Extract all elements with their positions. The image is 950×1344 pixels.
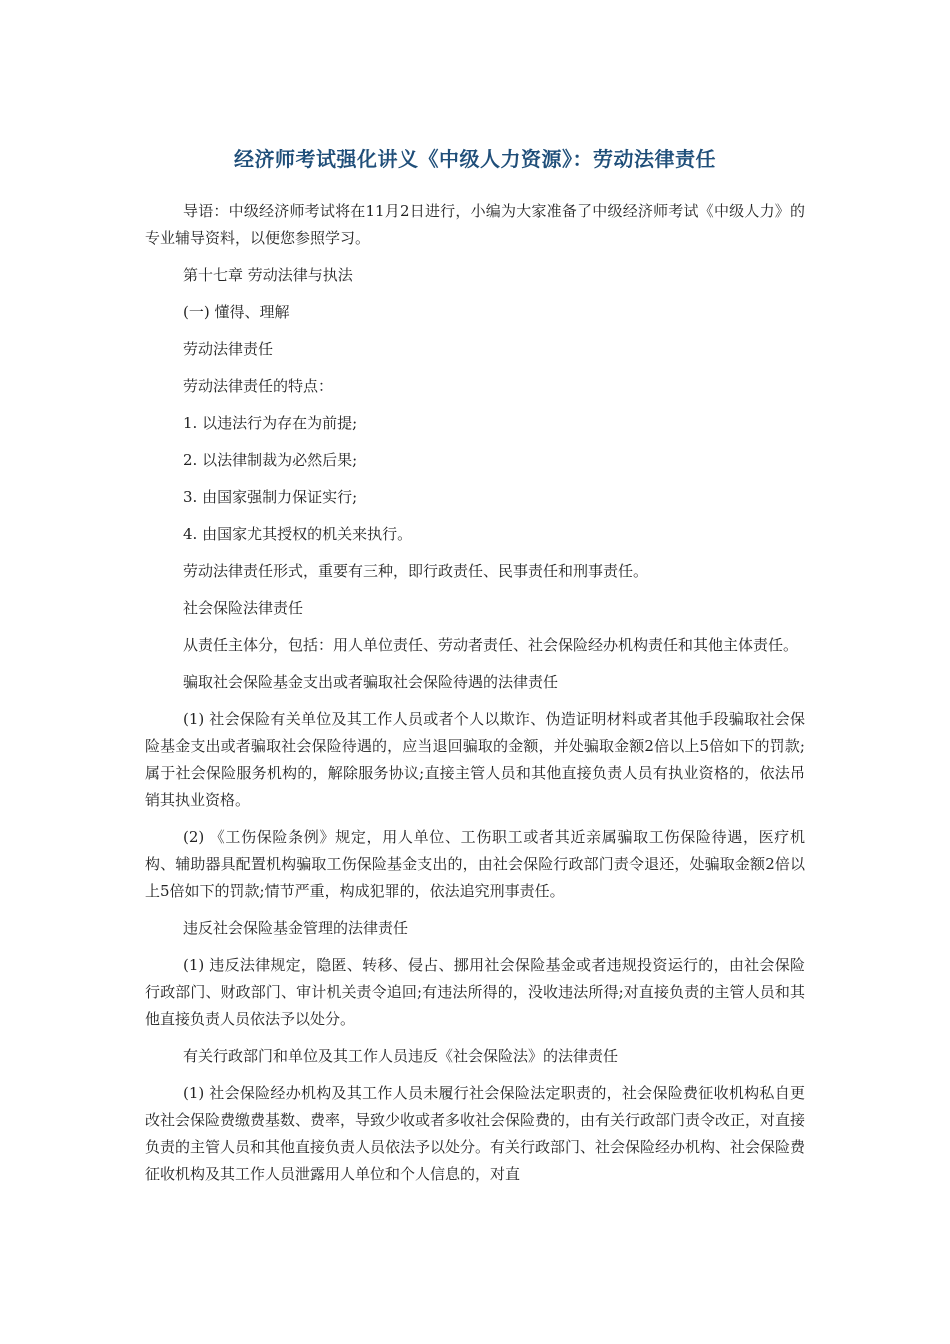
paragraph-body: (1) 违反法律规定，隐匿、转移、侵占、挪用社会保险基金或者违规投资运行的，由社会保险行政部门、财政部门、审计机关责令追回;有违法所得的，没收违法所得;对直接负责的主管人员和其他直接负责人员依法予以处分。: [145, 956, 805, 1028]
paragraph-body: (2) 《工伤保险条例》规定，用人单位、工伤职工或者其近亲属骗取工伤保险待遇，医疗机构、辅助器具配置机构骗取工伤保险基金支出的，由社会保险行政部门责令退还，处骗取金额2倍以上5倍如下的罚款;情节严重，构成犯罪的，依法追究刑事责任。: [145, 828, 805, 900]
paragraph-body: (1) 社会保险有关单位及其工作人员或者个人以欺诈、伪造证明材料或者其他手段骗取社会保险基金支出或者骗取社会保险待遇的，应当退回骗取的金额，并处骗取金额2倍以上5倍如下的罚款;属于社会保险服务机构的，解除服务协议;直接主管人员和其他直接负责人员有执业资格的，依法吊销其执业资格。: [145, 710, 805, 809]
document-body: [145, 198, 805, 1188]
list-item: 4. 由国家尤其授权的机关来执行。: [183, 525, 413, 543]
paragraph-subheading: 社会保险法律责任: [183, 599, 304, 617]
paragraph-subheading: 骗取社会保险基金支出或者骗取社会保险待遇的法律责任: [183, 673, 559, 691]
paragraph-subheading: 违反社会保险基金管理的法律责任: [183, 919, 409, 937]
paragraph-subheading: 劳动法律责任: [183, 340, 274, 358]
paragraph-forms: 劳动法律责任形式，重要有三种，即行政责任、民事责任和刑事责任。: [183, 562, 649, 580]
list-item: 1. 以违法行为存在为前提;: [183, 414, 358, 432]
paragraph-intro: 导语：中级经济师考试将在11月2日进行，小编为大家准备了中级经济师考试《中级人力》的专业辅导资料，以便您参照学习。: [145, 202, 805, 247]
paragraph-chapter-heading: 第十七章 劳动法律与执法: [183, 266, 353, 284]
paragraph-section-heading: (一) 懂得、理解: [183, 303, 290, 321]
paragraph-subheading: 有关行政部门和单位及其工作人员违反《社会保险法》的法律责任: [183, 1047, 619, 1065]
list-item: 3. 由国家强制力保证实行;: [183, 488, 358, 506]
paragraph-features-heading: 劳动法律责任的特点：: [183, 377, 334, 395]
paragraph-body: (1) 社会保险经办机构及其工作人员未履行社会保险法定职责的，社会保险费征收机构私自更改社会保险费缴费基数、费率，导致少收或者多收社会保险费的，由有关行政部门责令改正，对直接负责的主管人员和其他直接负责人员依法予以处分。有关行政部门、社会保险经办机构、社会保险费征收机构及其工作人员泄露用人单位和个人信息的，对直: [145, 1084, 806, 1183]
paragraph-body: 从责任主体分，包括：用人单位责任、劳动者责任、社会保险经办机构责任和其他主体责任。: [183, 636, 799, 654]
document-title: 经济师考试强化讲义《中级人力资源》：劳动法律责任: [234, 147, 716, 171]
document-page: [145, 140, 805, 1198]
list-item: 2. 以法律制裁为必然后果;: [183, 451, 358, 469]
